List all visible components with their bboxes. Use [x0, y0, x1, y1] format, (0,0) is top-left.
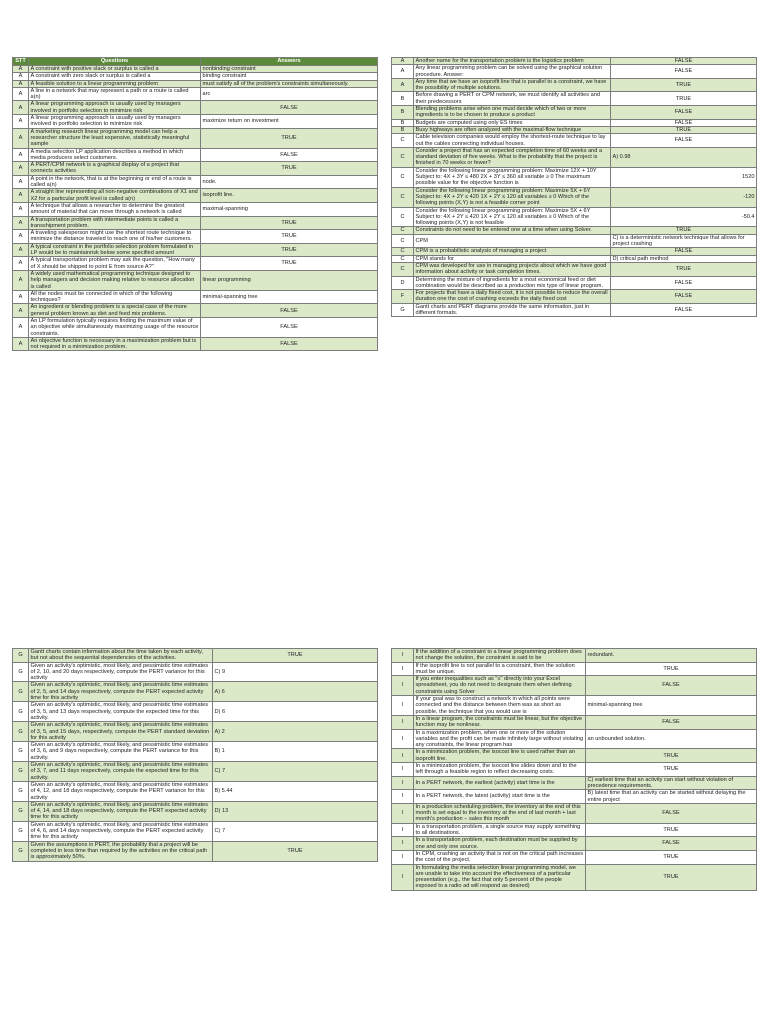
table-row — [13, 801, 378, 821]
answer-cell: TRUE — [201, 216, 378, 230]
answer-cell: linear programming — [201, 270, 378, 290]
stt-cell: I — [392, 649, 414, 663]
question-cell: A straight line representing all non-negative combinations of X1 and X2 for a particular profit level is called a(n) — [29, 189, 201, 203]
answer-cell: TRUE — [201, 128, 378, 148]
answer-cell: FALSE — [611, 58, 757, 65]
stt-cell: A — [13, 270, 29, 290]
question-cell: Any time that we have an isoprofit line that is parallel to a constraint, we have the possibility of multiple solutions. — [414, 78, 611, 92]
question-cell: A marketing research linear programming model can help a researcher structure the least expensive, statistically meaningful sample — [29, 128, 201, 148]
answer-cell: TRUE — [201, 230, 378, 244]
table-row — [13, 722, 378, 742]
table-row — [13, 148, 378, 162]
answer-cell: TRUE — [611, 227, 757, 234]
question-cell: A PERT/CPM network is a graphical display of a project that connects activities — [29, 162, 201, 176]
question-cell: An objective function is necessary in a maximization problem but is not required in a minimization problem. — [29, 337, 201, 351]
stt-cell: I — [392, 823, 414, 837]
question-cell: Given an activity's optimistic, most likely, and pessimistic time estimates of 2, 10, and 20 days respectively, compute the PERT variance for this activity — [29, 662, 213, 682]
answer-cell: D) 13 — [213, 801, 378, 821]
stt-cell: I — [392, 676, 414, 696]
answer-cell: C) 7 — [213, 762, 378, 782]
table-row — [392, 749, 757, 763]
header-answers: Answers — [201, 58, 378, 66]
question-cell: Given an activity's optimistic, most likely, and pessimistic time estimates of 4, 12, and 18 days respectively, compute the PERT variance for this activity — [29, 781, 213, 801]
table-row — [13, 73, 378, 80]
table-row — [13, 162, 378, 176]
table-row — [392, 715, 757, 729]
question-cell: CPM is a probabilistic analysis of managing a project — [414, 248, 611, 255]
question-cell: In a linear program, the constraints must be linear, but the objective function may be nonlinear. — [414, 715, 586, 729]
stt-cell: A — [13, 243, 29, 257]
table-row — [392, 276, 757, 290]
stt-cell: I — [392, 763, 414, 777]
stt-cell: I — [392, 776, 414, 790]
answer-cell: C) is a deterministic network technique that allows for project crashing — [611, 234, 757, 248]
table-row — [13, 781, 378, 801]
answer-cell: FALSE — [611, 303, 757, 317]
question-cell: Before drawing a PERT or CPM network, we must identify all activities and their predecessors — [414, 92, 611, 106]
stt-cell: I — [392, 662, 414, 676]
answer-cell: TRUE — [201, 162, 378, 176]
question-cell: If the addition of a constraint to a linear programming problem does not change the solution, the constraint is said to be — [414, 649, 586, 663]
answer-cell: A) 0.98 — [611, 147, 757, 167]
answer-cell: arc — [201, 87, 378, 101]
stt-cell: A — [13, 162, 29, 176]
answer-cell: FALSE — [586, 803, 757, 823]
stt-cell: G — [13, 722, 29, 742]
answer-cell: D) 6 — [213, 702, 378, 722]
question-cell: CPM — [414, 234, 611, 248]
answer-cell: node. — [201, 175, 378, 189]
stt-cell: A — [13, 189, 29, 203]
stt-cell: C — [392, 234, 414, 248]
stt-cell: A — [13, 257, 29, 271]
table-row — [13, 80, 378, 87]
table-row — [392, 763, 757, 777]
stt-cell: G — [13, 682, 29, 702]
question-table-top-left — [12, 57, 378, 351]
answer-cell: TRUE — [611, 78, 757, 92]
question-cell: In a transportation problem, a single source may supply something to all destinations. — [414, 823, 586, 837]
answer-cell: FALSE — [611, 134, 757, 148]
question-table-bottom-left — [12, 648, 378, 862]
answer-cell: A) 2 — [213, 722, 378, 742]
answer-cell: FALSE — [611, 65, 757, 79]
answer-cell: FALSE — [611, 119, 757, 126]
table-row — [13, 189, 378, 203]
stt-cell: I — [392, 696, 414, 716]
table-row — [13, 841, 378, 861]
answer-cell: TRUE — [201, 257, 378, 271]
table-row — [392, 649, 757, 663]
question-cell: For projects that have a daily fixed cost, it is not possible to reduce the overall duration one the cost of crashing exceeds the daily fixed cost — [414, 290, 611, 304]
table-row — [392, 776, 757, 790]
stt-cell: C — [392, 248, 414, 255]
answer-cell: minimal-spanning tree — [586, 696, 757, 716]
stt-cell: I — [392, 864, 414, 890]
question-cell: Another name for the transportation problem is the logistics problem — [414, 58, 611, 65]
question-cell: A typical constraint in the portfolio selection problem formulated in LP would be to maintainrisk below some specified amount — [29, 243, 201, 257]
question-cell: Consider the following linear programming problem: Maximize 12X + 10Y Subject to: 4X + 3Y ≤ 480 2X + 3Y ≤ 360 all variable ≥ 0 The maximum possible value for the objective function is — [414, 167, 611, 187]
stt-cell: C — [392, 262, 414, 276]
question-cell: A widely used mathematical programming technique designed to help managers and decision making relative to resource allocation is called — [29, 270, 201, 290]
answer-cell: FALSE — [611, 106, 757, 120]
header-stt: STT — [13, 58, 29, 66]
answer-cell: TRUE — [586, 850, 757, 864]
answer-cell: FALSE — [201, 101, 378, 115]
stt-cell: A — [13, 337, 29, 351]
stt-cell: A — [13, 115, 29, 129]
question-cell: If the isoprofit line is not parallel to a constraint, then the solution must be unique. — [414, 662, 586, 676]
table-row — [13, 649, 378, 663]
answer-cell: TRUE — [586, 763, 757, 777]
question-cell: A feasible solution to a linear programming problem — [29, 80, 201, 87]
question-cell: Given the assumptions in PERT, the probability that a project will be completed in less time than required by the activities on the critical path is approximately 50%. — [29, 841, 213, 861]
question-cell: In a minimization problem, the isocost line slides down and to the left through a feasible region to reflect decreasing costs. — [414, 763, 586, 777]
table-row — [392, 803, 757, 823]
table-row — [13, 216, 378, 230]
question-cell: An ingredient or blending problem is a special case of the more general problem known as diet and feed mix problems. — [29, 304, 201, 318]
table-row — [392, 729, 757, 749]
question-cell: A linear programming approach is usually used by managers involved in portfolio selection to minimize risk — [29, 101, 201, 115]
stt-cell: I — [392, 715, 414, 729]
table-row — [392, 134, 757, 148]
stt-cell: D — [392, 276, 414, 290]
stt-cell: G — [13, 702, 29, 722]
question-cell: Consider the following linear programming problem: Maximize 5X + 6Y Subject to: 4X + 2Y ≤ 420 1X + 2Y ≤ 120 all variables ≥ 0 Which of the following points (X,Y) is not a feasible corner point — [414, 187, 611, 207]
answer-cell: nonbinding constraint — [201, 66, 378, 73]
answer-cell: FALSE — [586, 676, 757, 696]
table-row — [392, 303, 757, 317]
question-cell: In CPM, crashing an activity that is not on the critical path increases the cost of the project. — [414, 850, 586, 864]
stt-cell: G — [13, 762, 29, 782]
table-row — [392, 207, 757, 227]
question-cell: A typical transportation problem may ask the question, "How many of X should be shipped to point E from source A?" — [29, 257, 201, 271]
table-row — [392, 65, 757, 79]
stt-cell: G — [13, 662, 29, 682]
stt-cell: C — [392, 134, 414, 148]
question-cell: Gantt charts and PERT diagrams provide the same information, just in different formats. — [414, 303, 611, 317]
question-cell: CPM was developed for use in managing projects about which we have good information about activity or task completion times. — [414, 262, 611, 276]
table-row — [13, 270, 378, 290]
question-cell: In formulating the media selection linear programming model, we are unable to take into account the effectiveness of a particular presentation (e.g., the fact that only 5 percent of the people exposed to a radio ad will respond as desired) — [414, 864, 586, 890]
stt-cell: B — [392, 106, 414, 120]
answer-cell: FALSE — [201, 337, 378, 351]
table-row — [13, 66, 378, 73]
stt-cell: C — [392, 255, 414, 262]
answer-cell: must satisfy all of the problem's constraints simultaneously. — [201, 80, 378, 87]
table-row — [392, 290, 757, 304]
stt-cell: A — [13, 73, 29, 80]
answer-cell: TRUE — [586, 823, 757, 837]
stt-cell: C — [392, 147, 414, 167]
question-table-bottom-right — [391, 648, 757, 891]
answer-cell: FALSE — [611, 276, 757, 290]
answer-cell: -50.4 — [611, 207, 757, 227]
answer-cell: FALSE — [201, 304, 378, 318]
question-cell: In a production scheduling problem, the inventory at the end of this month is set equal to the inventory at the end of last month + last month's production − sales this month — [414, 803, 586, 823]
question-cell: If you enter inequalities such as "≤" directly into your Excel spreadsheet, you do not need to designate them when defining constraints using Solver — [414, 676, 586, 696]
stt-cell: A — [13, 148, 29, 162]
answer-cell: A) 6 — [213, 682, 378, 702]
question-cell: A point in the network, that is at the beginning or end of a route is called a(n) — [29, 175, 201, 189]
table-row — [392, 248, 757, 255]
answer-cell: 1520 — [611, 167, 757, 187]
question-table-top-right — [391, 57, 757, 317]
table-row — [392, 790, 757, 804]
stt-cell: F — [392, 290, 414, 304]
question-cell: A constraint with zero slack or surplus is called a — [29, 73, 201, 80]
stt-cell: G — [13, 781, 29, 801]
table-row — [392, 255, 757, 262]
question-cell: A media selection LP application describes a method in which media producers select customers. — [29, 148, 201, 162]
answer-cell: FALSE — [611, 248, 757, 255]
question-cell: An LP formulation typically requires finding the maximum value of an objective while simultaneously maximizing usage of the resource constraints. — [29, 317, 201, 337]
table-row — [13, 702, 378, 722]
question-cell: A line in a network that may represent a path or a route is called a(n) — [29, 87, 201, 101]
question-cell: Given an activity's optimistic, most likely, and pessimistic time estimates of 3, 6, and 9 days respectively, compute the PERT variance for this activity. — [29, 742, 213, 762]
stt-cell: I — [392, 837, 414, 851]
question-cell: A traveling salesperson might use the shortest route technique to minimize the distance traveled to reach one of his/her customers. — [29, 230, 201, 244]
answer-cell: TRUE — [201, 243, 378, 257]
table-row — [13, 101, 378, 115]
table-row — [13, 337, 378, 351]
question-cell: In a PERT network, the latest (activity) start time is the — [414, 790, 586, 804]
question-cell: Given an activity's optimistic, most likely, and pessimistic time estimates of 2, 5, and 14 days respectively, compute the PERT expected activity time for this activity — [29, 682, 213, 702]
stt-cell: I — [392, 850, 414, 864]
question-cell: Busy highways are often analyzed with the maximal-flow technique — [414, 126, 611, 133]
stt-cell: C — [392, 187, 414, 207]
answer-cell: FALSE — [201, 148, 378, 162]
question-cell: Consider a project that has an expected completion time of 60 weeks and a standard deviation of five weeks. What is the probability that the project is finished in 70 weeks or fewer? — [414, 147, 611, 167]
stt-cell: A — [13, 175, 29, 189]
table-row — [13, 257, 378, 271]
question-cell: Consider the following linear programming problem: Maximize 5X + 6Y Subject to: 4X + 2Y ≤ 420 1X + 2Y ≤ 120 all variables ≥ 0 Which of the following points (X,Y) is not feasible — [414, 207, 611, 227]
question-cell: In a maximization problem, when one or more of the solution variables and the profit can be made infinitely large without violating any constraints, the linear program has — [414, 729, 586, 749]
stt-cell: I — [392, 790, 414, 804]
table-row — [392, 92, 757, 106]
question-cell: CPM stands for — [414, 255, 611, 262]
stt-cell: G — [13, 649, 29, 663]
table-row — [392, 234, 757, 248]
question-cell: Determining the mixture of ingredients for a most economical feed or diet combination would be described as a production mix type of linear program. — [414, 276, 611, 290]
question-cell: Given an activity's optimistic, most likely, and pessimistic time estimates of 3, 5, and 15 days, respectively, compute the PERT standard deviation for this activity — [29, 722, 213, 742]
table-row — [392, 167, 757, 187]
answer-cell: -120 — [611, 187, 757, 207]
table-row — [13, 682, 378, 702]
answer-cell: B) 5.44 — [213, 781, 378, 801]
table-row — [392, 262, 757, 276]
table-header — [13, 58, 378, 66]
table-row — [13, 128, 378, 148]
stt-cell: B — [392, 119, 414, 126]
table-row — [13, 304, 378, 318]
answer-cell: an unbounded solution. — [586, 729, 757, 749]
table-row — [13, 175, 378, 189]
answer-cell: TRUE — [611, 262, 757, 276]
question-cell: Constraints do not need to be entered one at a time when using Solver. — [414, 227, 611, 234]
question-cell: Given an activity's optimistic, most likely, and pessimistic time estimates of 3, 5, and 13 days respectively, compute the expected time for this activity. — [29, 702, 213, 722]
answer-cell: maximal-spanning — [201, 202, 378, 216]
question-cell: A constraint with positive slack or surplus is called a — [29, 66, 201, 73]
table-row — [392, 227, 757, 234]
answer-cell: maximize return on investment — [201, 115, 378, 129]
answer-cell: D) critical path method — [611, 255, 757, 262]
table-row — [392, 78, 757, 92]
table-row — [13, 202, 378, 216]
stt-cell: G — [13, 742, 29, 762]
header-questions: Questions — [29, 58, 201, 66]
question-cell: In a PERT network, the earliest (activity) start time is the — [414, 776, 586, 790]
question-cell: Given an activity's optimistic, most likely, and pessimistic time estimates of 4, 6, and 14 days respectively, compute the PERT expected activity time for this activity — [29, 821, 213, 841]
answer-cell: C) 9 — [213, 662, 378, 682]
table-row — [13, 290, 378, 304]
question-cell: Given an activity's optimistic, most likely, and pessimistic time estimates of 3, 7, and 11 days respectively, compute the expected time for this activity. — [29, 762, 213, 782]
stt-cell: G — [13, 821, 29, 841]
answer-cell: TRUE — [586, 864, 757, 890]
answer-cell: isoprofit line. — [201, 189, 378, 203]
table-row — [392, 696, 757, 716]
answer-cell: redundant. — [586, 649, 757, 663]
table-row — [392, 119, 757, 126]
answer-cell: FALSE — [201, 317, 378, 337]
stt-cell: A — [13, 101, 29, 115]
stt-cell: A — [13, 66, 29, 73]
stt-cell: I — [392, 729, 414, 749]
stt-cell: I — [392, 803, 414, 823]
stt-cell: C — [392, 167, 414, 187]
table-row — [13, 821, 378, 841]
question-cell: Budgets are computed using only ES times — [414, 119, 611, 126]
table-row — [392, 864, 757, 890]
question-cell: In a transportation problem, each destination must be supplied by one and only one source. — [414, 837, 586, 851]
table-row — [392, 58, 757, 65]
stt-cell: A — [13, 317, 29, 337]
stt-cell: A — [13, 304, 29, 318]
table-row — [13, 742, 378, 762]
stt-cell: A — [392, 78, 414, 92]
question-cell: A technique that allows a researcher to determine the greatest amount of material that can move through a network is called — [29, 202, 201, 216]
stt-cell: G — [392, 303, 414, 317]
table-row — [13, 243, 378, 257]
stt-cell: B — [392, 92, 414, 106]
stt-cell: A — [13, 202, 29, 216]
stt-cell: A — [13, 290, 29, 304]
table-row — [392, 837, 757, 851]
stt-cell: G — [13, 841, 29, 861]
table-row — [392, 823, 757, 837]
stt-cell: A — [13, 216, 29, 230]
stt-cell: I — [392, 749, 414, 763]
stt-cell: B — [392, 126, 414, 133]
stt-cell: A — [13, 80, 29, 87]
question-cell: Cable television companies would employ the shortest-route technique to lay out the cables connecting individual houses. — [414, 134, 611, 148]
answer-cell: TRUE — [611, 126, 757, 133]
answer-cell: FALSE — [586, 715, 757, 729]
question-cell: A linear programming approach is usually used by managers involved in portfolio selection to minimize risk — [29, 115, 201, 129]
question-cell: If your goal was to construct a network in which all points were connected and the distance between them was as short as possible, the technique that you would use is — [414, 696, 586, 716]
table-row — [13, 662, 378, 682]
stt-cell: G — [13, 801, 29, 821]
stt-cell: A — [13, 128, 29, 148]
table-row — [13, 87, 378, 101]
answer-cell: TRUE — [611, 92, 757, 106]
table-row — [13, 762, 378, 782]
answer-cell: B) 1 — [213, 742, 378, 762]
answer-cell: TRUE — [213, 841, 378, 861]
table-row — [392, 147, 757, 167]
table-row — [392, 850, 757, 864]
table-row — [13, 317, 378, 337]
stt-cell: A — [392, 58, 414, 65]
question-cell: Given an activity's optimistic, most likely, and pessimistic time estimates of 4, 14, and 18 days respectively, compute the PERT expected activity time for this activity — [29, 801, 213, 821]
question-cell: Gantt charts contain information about the time taken by each activity, but not about the sequential dependencies of the activities. — [29, 649, 213, 663]
table-row — [13, 230, 378, 244]
answer-cell: C) 7 — [213, 821, 378, 841]
answer-cell: FALSE — [611, 290, 757, 304]
answer-cell: minimal-spanning tree — [201, 290, 378, 304]
stt-cell: A — [392, 65, 414, 79]
answer-cell: C) earliest time that an activity can start without violation of precedence requirements. — [586, 776, 757, 790]
answer-cell: binding constraint — [201, 73, 378, 80]
table-row — [392, 106, 757, 120]
table-row — [392, 187, 757, 207]
answer-cell: B) latest time that an activity can be started without delaying the entire project — [586, 790, 757, 804]
stt-cell: A — [13, 230, 29, 244]
table-row — [392, 126, 757, 133]
question-cell: A transportation problem with intermediate points is called a transshipment problem. — [29, 216, 201, 230]
table-row — [392, 676, 757, 696]
answer-cell: TRUE — [213, 649, 378, 663]
answer-cell: TRUE — [586, 749, 757, 763]
question-cell: Blending problems arise when one must decide which of two or more ingredients is to be chosen to produce a product — [414, 106, 611, 120]
question-cell: All the nodes must be connected in which of the following techniques? — [29, 290, 201, 304]
question-cell: In a minimization problem, the isocost line is used rather than an isoprofit line. — [414, 749, 586, 763]
stt-cell: C — [392, 207, 414, 227]
answer-cell: FALSE — [586, 837, 757, 851]
table-row — [392, 662, 757, 676]
stt-cell: A — [13, 87, 29, 101]
stt-cell: C — [392, 227, 414, 234]
question-cell: Any linear programming problem can be solved using the graphical solution procedure. Answer: — [414, 65, 611, 79]
answer-cell: TRUE — [586, 662, 757, 676]
table-row — [13, 115, 378, 129]
